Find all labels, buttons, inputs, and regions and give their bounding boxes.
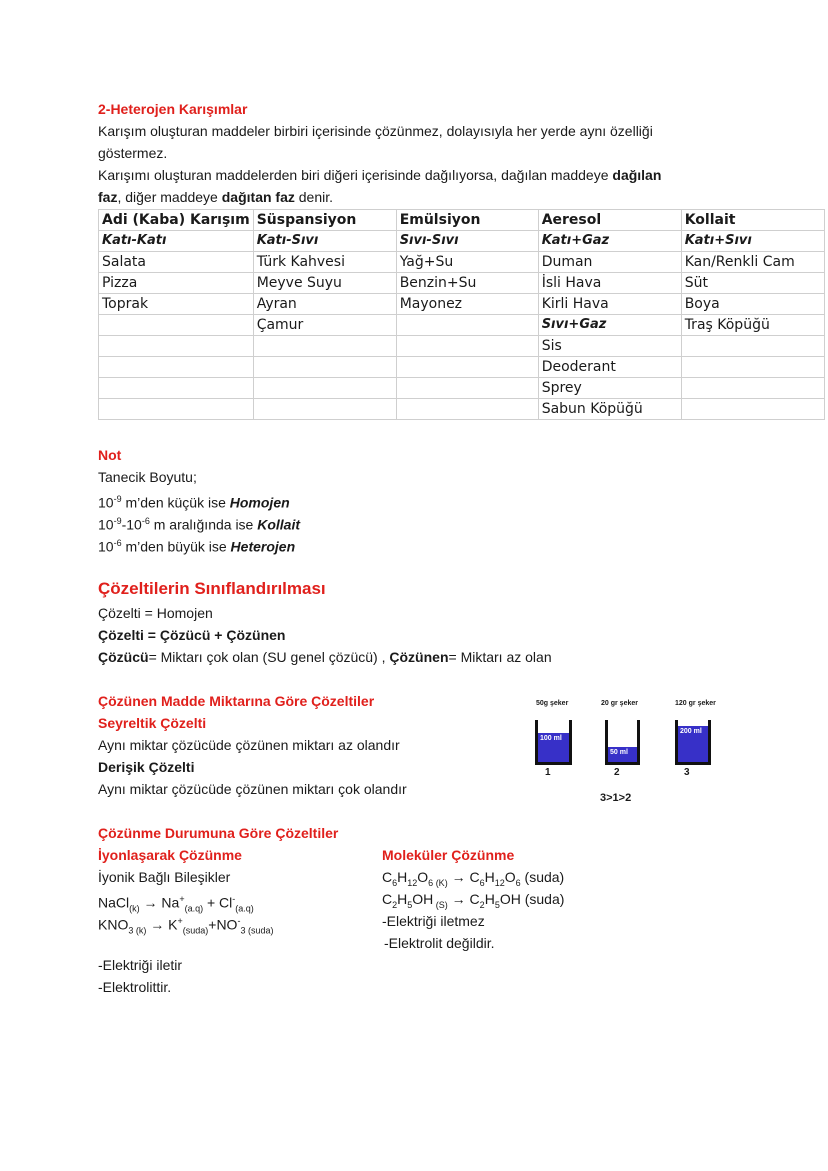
table-cell — [396, 399, 538, 420]
text: Karışımı oluşturan maddelerden biri diğeri içerisinde dağılıyorsa, dağılan maddeye — [98, 167, 613, 183]
note-line: Tanecik Boyutu; — [98, 469, 197, 485]
table-cell: Kirli Hava — [538, 294, 681, 315]
table-subheader: Sıvı+Gaz — [538, 315, 681, 336]
table-subheader: Katı-Katı — [99, 231, 254, 252]
table-subheader: Katı+Sıvı — [681, 231, 824, 252]
table-cell — [681, 399, 824, 420]
table-cell — [396, 315, 538, 336]
arrow-text: → K — [146, 916, 178, 933]
formula: H — [484, 891, 495, 907]
table-cell: Toprak — [99, 294, 254, 315]
charge: + — [177, 916, 183, 926]
concentrated-title: Derişik Çözelti — [98, 759, 195, 775]
table-cell: İsli Hava — [538, 273, 681, 294]
formula: +NO — [208, 916, 238, 933]
text: OH (suda) — [499, 891, 565, 907]
state: (a.q) — [235, 903, 254, 914]
table-cell — [99, 315, 254, 336]
text: m’den büyük ise — [121, 538, 231, 555]
table-cell — [99, 357, 254, 378]
table-row — [99, 252, 825, 273]
table-cell — [99, 399, 254, 420]
molecular-property: -Elektriği iletmez — [382, 913, 485, 929]
beaker-number: 2 — [614, 767, 620, 778]
table-cell — [396, 336, 538, 357]
molecular-title: Moleküler Çözünme — [382, 847, 515, 863]
section-title-heterojen: 2-Heterojen Karışımlar — [98, 101, 248, 117]
subscript: 3 — [128, 925, 134, 936]
table-cell — [253, 399, 396, 420]
text: = Miktarı az olan — [448, 649, 552, 665]
ionic-reaction-2 — [98, 910, 273, 941]
note-title: Not — [98, 447, 122, 463]
table-cell — [253, 378, 396, 399]
beaker-liquid — [608, 747, 637, 762]
table-cell: Mayonez — [396, 294, 538, 315]
table-header: Aeresol — [538, 210, 681, 231]
table-cell: Sis — [538, 336, 681, 357]
bold-term: dağılan — [612, 167, 662, 183]
table-cell: Ayran — [253, 294, 396, 315]
beaker-number: 3 — [684, 767, 690, 778]
subscript: 12 — [407, 877, 418, 888]
table-subheader: Katı-Sıvı — [253, 231, 396, 252]
term: Kollait — [257, 516, 301, 533]
text: m’den küçük ise — [121, 494, 230, 511]
table-header-row — [99, 210, 825, 231]
ionic-line: İyonik Bağlı Bileşikler — [98, 869, 231, 885]
bold-term: dağıtan faz — [221, 189, 295, 205]
table-cell: Sabun Köpüğü — [538, 399, 681, 420]
paragraph-line: göstermez. — [98, 145, 168, 161]
table-header: Adi (Kaba) Karışım — [99, 210, 254, 231]
state: (S) — [433, 899, 448, 910]
text: 10 — [98, 494, 114, 511]
beaker-1 — [535, 720, 572, 765]
charge: + — [179, 894, 185, 904]
ionic-property: -Elektriği iletir — [98, 957, 183, 973]
table-cell: Türk Kahvesi — [253, 252, 396, 273]
table-row — [99, 294, 825, 315]
beaker-liquid — [538, 733, 569, 762]
paragraph-line — [98, 186, 333, 208]
table-cell — [99, 336, 254, 357]
text: 10 — [98, 516, 114, 533]
concentration-order: 3>1>2 — [600, 792, 632, 804]
table-cell: Deoderant — [538, 357, 681, 378]
paragraph-line: Karışım oluşturan maddeler birbiri içerisinde çözünmez, dolayısıyla her yerde aynı özelliği — [98, 123, 653, 139]
term: Heterojen — [230, 538, 296, 555]
bold-term: Çözünen — [389, 649, 449, 665]
table-row — [99, 273, 825, 294]
table-cell: Duman — [538, 252, 681, 273]
classification-line — [98, 646, 552, 668]
table-row — [99, 315, 825, 336]
table-cell — [396, 357, 538, 378]
subscript: 5 — [407, 899, 413, 910]
formula: C — [382, 869, 393, 885]
concentrated-text: Aynı miktar çözücüde çözünen miktarı çok olandır — [98, 781, 407, 797]
formula: O — [504, 869, 516, 885]
exponent: -9 — [113, 494, 122, 504]
formula: C — [382, 891, 393, 907]
molecular-property: -Elektrolit değildir. — [384, 935, 495, 951]
table-subheader: Katı+Gaz — [538, 231, 681, 252]
table-cell: Boya — [681, 294, 824, 315]
exponent: -6 — [141, 516, 150, 526]
table-cell: Kan/Renkli Cam — [681, 252, 824, 273]
term: Homojen — [229, 494, 290, 511]
state: 3 (suda) — [240, 925, 274, 936]
table-cell: Benzin+Su — [396, 273, 538, 294]
table-header: Süspansiyon — [253, 210, 396, 231]
subscript: 2 — [479, 899, 485, 910]
text: (suda) — [520, 869, 565, 885]
formula: NaCl — [98, 894, 130, 911]
table-row — [99, 399, 825, 420]
bold-term: faz — [98, 189, 118, 205]
subscript: 5 — [494, 899, 500, 910]
table-cell — [396, 378, 538, 399]
dilute-text: Aynı miktar çözücüde çözünen miktarı az olandır — [98, 737, 400, 753]
table-cell: Çamur — [253, 315, 396, 336]
subscript: 6 — [428, 877, 434, 888]
state: (K) — [433, 877, 448, 888]
exponent: -6 — [113, 538, 122, 548]
text: 10 — [98, 538, 114, 555]
state: (a.q) — [184, 903, 204, 914]
formula: KNO — [98, 916, 129, 933]
beaker-label: 120 gr şeker — [675, 700, 716, 707]
beaker-label: 20 gr şeker — [601, 700, 638, 707]
classification-line: Çözelti = Çözücü + Çözünen — [98, 627, 286, 643]
table-cell: Pizza — [99, 273, 254, 294]
arrow-text: → Na — [139, 894, 180, 911]
table-row — [99, 231, 825, 252]
charge: - — [232, 894, 236, 904]
table-cell: Meyve Suyu — [253, 273, 396, 294]
arrow-text: → C — [447, 869, 480, 885]
ionic-property: -Elektrolittir. — [98, 979, 172, 995]
table-cell — [253, 336, 396, 357]
table-row — [99, 378, 825, 399]
note-line — [98, 532, 295, 558]
subscript: 6 — [392, 877, 398, 888]
table-row — [99, 336, 825, 357]
table-subheader: Sıvı-Sıvı — [396, 231, 538, 252]
table-cell — [681, 378, 824, 399]
state: (k) — [129, 903, 140, 914]
subscript: 2 — [392, 899, 398, 910]
formula: OH — [412, 891, 434, 907]
table-cell — [253, 357, 396, 378]
state: (suda) — [182, 925, 209, 936]
table-header: Emülsiyon — [396, 210, 538, 231]
table-cell: Sprey — [538, 378, 681, 399]
formula: H — [397, 891, 408, 907]
table-cell: Salata — [99, 252, 254, 273]
table-row — [99, 357, 825, 378]
beaker-liquid — [678, 726, 708, 762]
text: m aralığında ise — [149, 516, 258, 533]
exponent: -9 — [113, 516, 122, 526]
classification-title: Çözeltilerin Sınıflandırılması — [98, 579, 326, 598]
bold-term: Çözücü — [98, 649, 149, 665]
table-cell: Süt — [681, 273, 824, 294]
volume-label: 50 ml — [610, 749, 628, 757]
beaker-3 — [675, 720, 711, 765]
amount-title: Çözünen Madde Miktarına Göre Çözeltiler — [98, 693, 375, 709]
text: -10 — [121, 516, 142, 533]
dilute-title: Seyreltik Çözelti — [98, 715, 207, 731]
formula: H — [397, 869, 408, 885]
paragraph-line — [98, 164, 661, 186]
volume-label: 100 ml — [540, 734, 562, 742]
subscript: 12 — [494, 877, 505, 888]
formula: + Cl — [203, 894, 233, 911]
table-cell: Yağ+Su — [396, 252, 538, 273]
state: (k) — [133, 925, 147, 936]
classification-line: Çözelti = Homojen — [98, 605, 213, 621]
table-cell — [99, 378, 254, 399]
subscript: 6 — [479, 877, 485, 888]
volume-label: 200 ml — [680, 728, 702, 736]
ionic-title: İyonlaşarak Çözünme — [98, 847, 242, 863]
beaker-label: 50g şeker — [536, 700, 569, 707]
text: , diğer maddeye — [117, 189, 222, 205]
formula: O — [417, 869, 429, 885]
dissolution-title: Çözünme Durumuna Göre Çözeltiler — [98, 825, 339, 841]
table-header: Kollait — [681, 210, 824, 231]
table-cell — [681, 336, 824, 357]
mixture-table — [98, 209, 825, 420]
table-cell: Traş Köpüğü — [681, 315, 824, 336]
beaker-2 — [605, 720, 640, 765]
formula: H — [484, 869, 495, 885]
arrow-text: → C — [447, 891, 480, 907]
table-cell — [681, 357, 824, 378]
charge: - — [237, 916, 241, 926]
text: denir. — [294, 189, 334, 205]
subscript: 6 — [515, 877, 521, 888]
beaker-number: 1 — [545, 767, 551, 778]
text: = Miktarı çok olan (SU genel çözücü) , — [148, 649, 390, 665]
